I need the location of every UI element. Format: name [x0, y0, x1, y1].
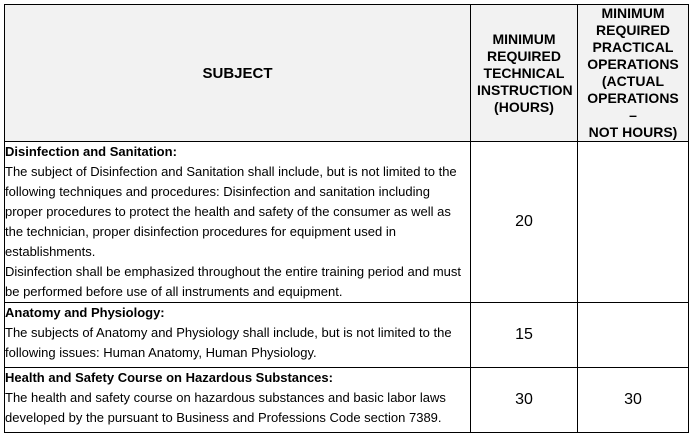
- subject-cell: [5, 142, 471, 303]
- subject-description: Disinfection shall be emphasized throughout the entire training period and must be performed before use of all instruments and equipment.: [5, 264, 461, 299]
- header-line: (HOURS): [494, 98, 554, 115]
- header-line: MINIMUM: [601, 5, 665, 21]
- header-line: OPERATIONS –: [587, 90, 679, 123]
- header-line: OPERATIONS: [587, 56, 679, 72]
- header-line: REQUIRED: [487, 47, 561, 64]
- table-row: [5, 142, 689, 303]
- subject-description: The health and safety course on hazardous substances and basic labor laws developed by the pursuant to Business and Professions Code section 7389.: [5, 390, 446, 425]
- header-line: PRACTICAL: [592, 39, 674, 55]
- subject-description: The subjects of Anatomy and Physiology shall include, but is not limited to the following issues: Human Anatomy, Human Physiology.: [5, 325, 452, 360]
- table-row: [5, 303, 689, 368]
- technical-hours-cell: 15: [471, 303, 578, 368]
- header-subject: SUBJECT: [5, 5, 471, 142]
- header-row: [5, 5, 689, 142]
- subject-description: The subject of Disinfection and Sanitation shall include, but is not limited to the following techniques and procedures: Disinfection and sanitation including proper procedures to protect the health and safety of the consumer as well as the technician, proper disinfection procedures for equipment used in establishments.: [5, 164, 457, 259]
- practical-operations-cell: [578, 303, 689, 368]
- header-practical-operations: [578, 5, 689, 142]
- subject-title: Disinfection and Sanitation:: [5, 144, 177, 159]
- header-line: (ACTUAL: [601, 73, 665, 89]
- subject-title: Health and Safety Course on Hazardous Substances:: [5, 370, 333, 385]
- header-line: REQUIRED: [596, 22, 670, 38]
- header-line: INSTRUCTION: [477, 81, 573, 98]
- requirements-table: [4, 4, 689, 433]
- header-technical-instruction: [471, 5, 578, 142]
- subject-cell: [5, 303, 471, 368]
- practical-operations-cell: [578, 142, 689, 303]
- subject-title: Anatomy and Physiology:: [5, 305, 165, 320]
- technical-hours-cell: 30: [471, 368, 578, 433]
- table-row: [5, 368, 689, 433]
- header-line: NOT HOURS): [588, 124, 678, 140]
- technical-hours-cell: 20: [471, 142, 578, 303]
- header-line: MINIMUM: [492, 30, 556, 47]
- subject-cell: [5, 368, 471, 433]
- practical-operations-cell: 30: [578, 368, 689, 433]
- header-line: TECHNICAL: [483, 64, 565, 81]
